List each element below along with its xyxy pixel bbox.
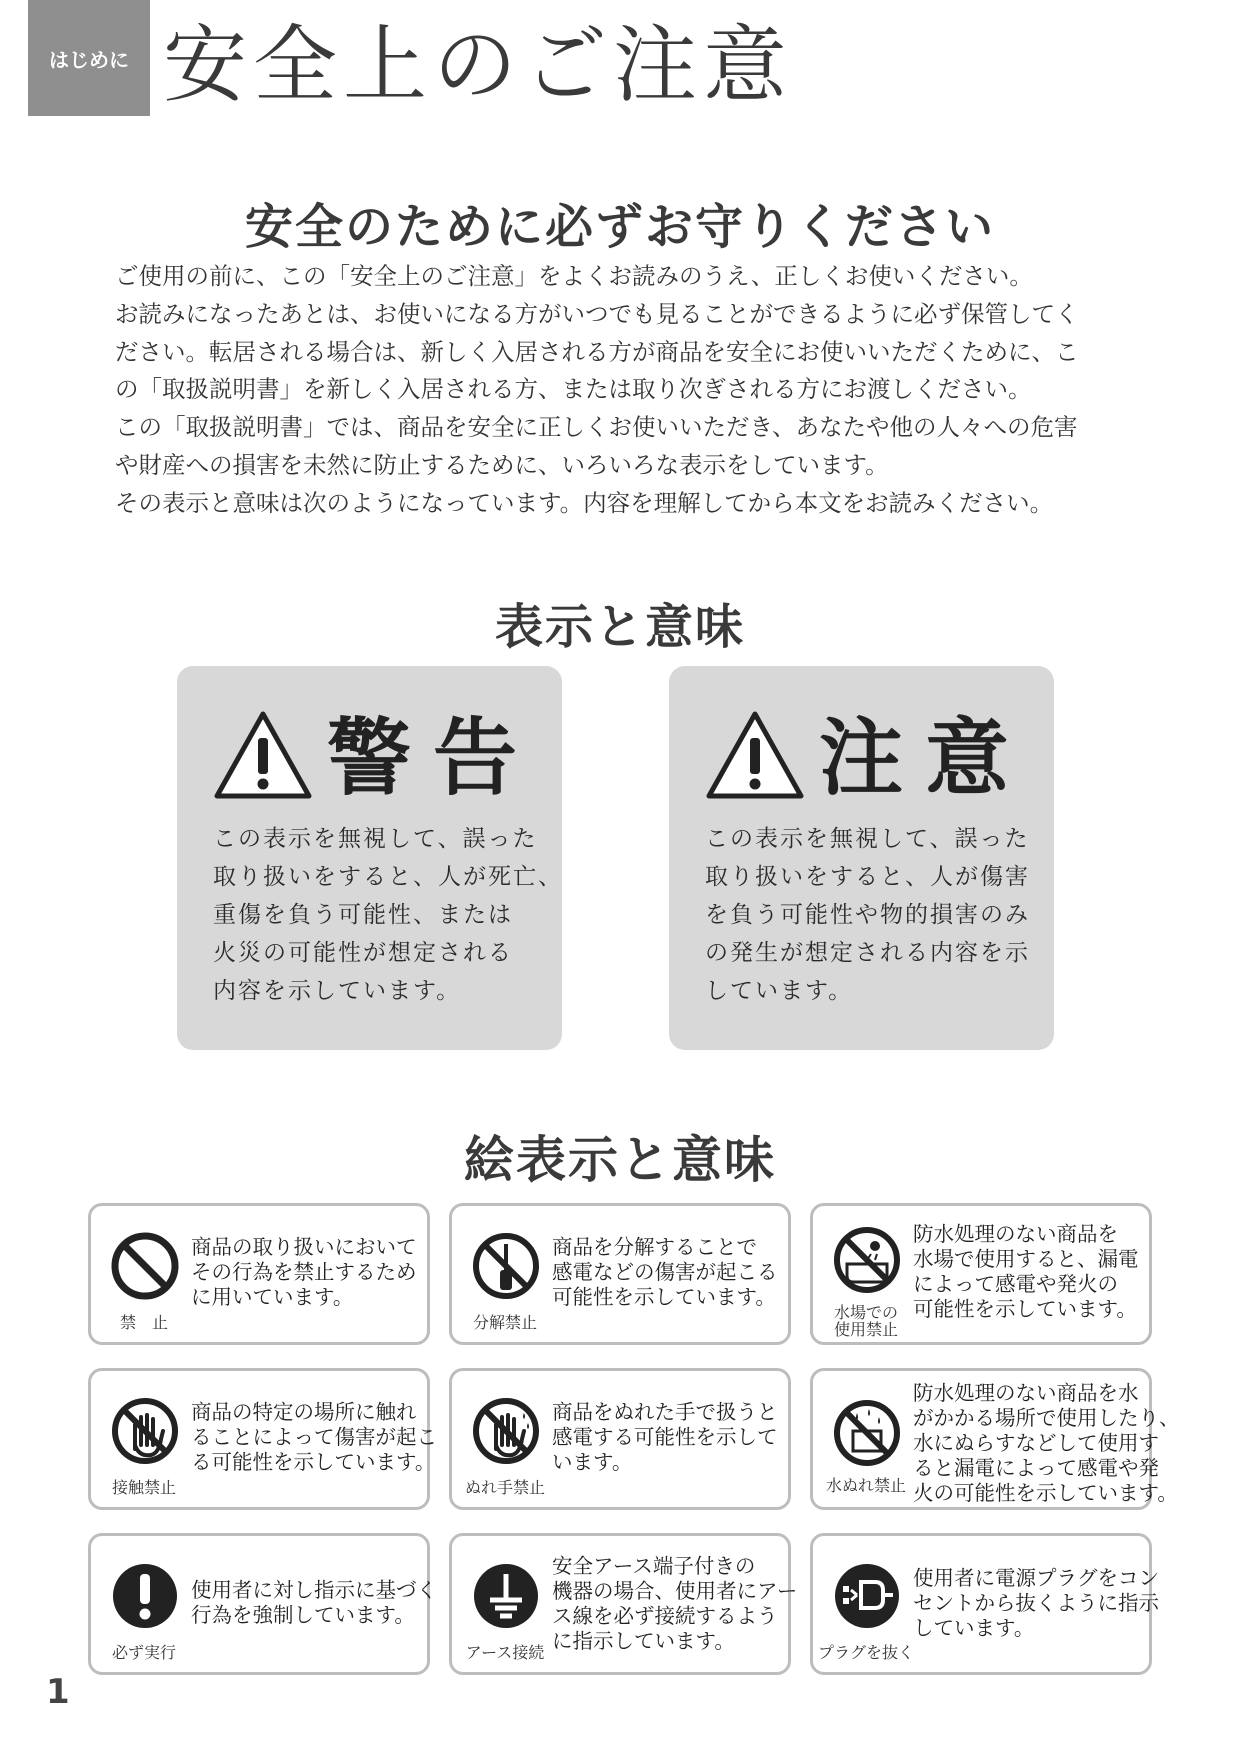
- intro-line: お読みになったあとは、お使いになる方がいつでも見ることができるように必ず保管してく: [115, 299, 1079, 328]
- prohibition-icon: [109, 1230, 181, 1302]
- caution-line: しています。: [705, 978, 854, 1004]
- page-title: 安全上のご注意: [163, 16, 794, 114]
- pictogram-label: プラグを抜く: [817, 1643, 914, 1662]
- pictogram-label: 必ず実行: [111, 1643, 176, 1662]
- pictogram-label: 禁 止: [119, 1313, 168, 1332]
- warning-triangle-icon: [213, 710, 313, 800]
- pictogram-text: 使用者に電源プラグをコン セントから抜くように指示 しています。: [913, 1566, 1159, 1640]
- pictogram-no-bathroom-use: [810, 1203, 1152, 1345]
- pictogram-text: 商品をぬれた手で扱うと 感電する可能性を示して います。: [552, 1400, 778, 1474]
- warning-line: 火災の可能性が想定される: [213, 940, 513, 966]
- pictogram-label: アース接続: [465, 1643, 545, 1662]
- pictogram-label: 水ぬれ禁止: [825, 1476, 906, 1495]
- caution-description: [705, 820, 1035, 1010]
- caution-panel: [669, 666, 1054, 1050]
- unplug-icon: [831, 1560, 903, 1632]
- page-number: 1: [46, 1672, 70, 1712]
- no-bathroom-use-icon: [831, 1224, 903, 1296]
- warning-line: 取り扱いをすると、人が死亡、: [213, 864, 563, 890]
- pictogram-no-disassembly: [449, 1203, 791, 1345]
- warning-line: この表示を無視して、誤った: [213, 826, 538, 852]
- caution-word: 注意: [819, 709, 1032, 807]
- intro-line: この「取扱説明書」では、商品を安全に正しくお使いいただき、あなたや他の人々への危害: [115, 413, 1078, 442]
- warning-word: 警告: [327, 709, 540, 807]
- intro-line: や財産への損害を未然に防止するために、いろいろな表示をしています。: [115, 450, 889, 479]
- pictogram-no-wet-hands: [449, 1368, 791, 1510]
- pictogram-label: 水場での 使用禁止: [833, 1303, 898, 1339]
- ground-connection-icon: [470, 1560, 542, 1632]
- pictogram-no-touch: [88, 1368, 437, 1510]
- intro-line: ご使用の前に、この「安全上のご注意」をよくお読みのうえ、正しくお使いください。: [115, 262, 1033, 290]
- pictogram-text: 防水処理のない商品を水 がかかる場所で使用したり、 水にぬらすなどして使用す ると漏電によって感電や発 火の可能性を示しています。: [913, 1381, 1180, 1505]
- pictogram-text: 商品の特定の場所に触れ ることによって傷害が起こ る可能性を示しています。: [191, 1400, 437, 1474]
- pictogram-ground-connection: [449, 1533, 798, 1675]
- caution-triangle-icon: [705, 710, 805, 800]
- no-disassembly-icon: [470, 1230, 542, 1302]
- pictogram-heading: 絵表示と意味: [464, 1131, 776, 1189]
- caution-line: 取り扱いをすると、人が傷害: [705, 864, 1030, 890]
- warning-line: 内容を示しています。: [213, 978, 462, 1004]
- pictogram-text: 商品の取り扱いにおいて その行為を禁止するため に用いています。: [191, 1235, 417, 1309]
- pictogram-mandatory-action: [88, 1533, 437, 1675]
- intro-line: その表示と意味は次のようになっています。内容を理解してから本文をお読みください。: [115, 488, 1054, 517]
- warning-line: 重傷を負う可能性、または: [213, 902, 513, 928]
- warning-description: [213, 820, 563, 1010]
- pictogram-no-water: [810, 1368, 1180, 1510]
- pictogram-text: 使用者に対し指示に基づく 行為を強制しています。: [191, 1578, 437, 1627]
- pictogram-label: 分解禁止: [472, 1313, 537, 1332]
- no-water-icon: [831, 1397, 903, 1469]
- section-tag: はじめに: [28, 0, 150, 116]
- pictogram-label: 接触禁止: [111, 1478, 176, 1497]
- intro-text: [115, 258, 1145, 523]
- signal-words-heading: 表示と意味: [494, 599, 745, 655]
- no-touch-icon: [109, 1395, 181, 1467]
- caution-line: を負う可能性や物的損害のみ: [705, 902, 1030, 928]
- caution-line: の発生が想定される内容を示: [705, 940, 1030, 966]
- safety-heading: 安全のために必ずお守りください: [244, 199, 995, 255]
- warning-panel: [177, 666, 562, 1050]
- no-wet-hands-icon: [470, 1395, 542, 1467]
- pictogram-prohibition: [88, 1203, 430, 1345]
- pictogram-text: 防水処理のない商品を 水場で使用すると、漏電 によって感電や発火の 可能性を示しています。: [913, 1222, 1139, 1321]
- pictogram-text: 商品を分解することで 感電などの傷害が起こる 可能性を示しています。: [552, 1235, 778, 1309]
- caution-line: この表示を無視して、誤った: [705, 826, 1030, 852]
- intro-line: の「取扱説明書」を新しく入居される方、または取り次ぎされる方にお渡しください。: [115, 375, 1032, 404]
- pictogram-text: 安全アース端子付きの 機器の場合、使用者にアー ス線を必ず接続するよう に指示しています。: [552, 1554, 798, 1653]
- intro-line: ださい。転居される場合は、新しく入居される方が商品を安全にお使いいただくために、こ: [115, 337, 1079, 366]
- pictogram-label: ぬれ手禁止: [464, 1478, 545, 1497]
- mandatory-action-icon: [109, 1560, 181, 1632]
- pictogram-unplug: [810, 1533, 1159, 1675]
